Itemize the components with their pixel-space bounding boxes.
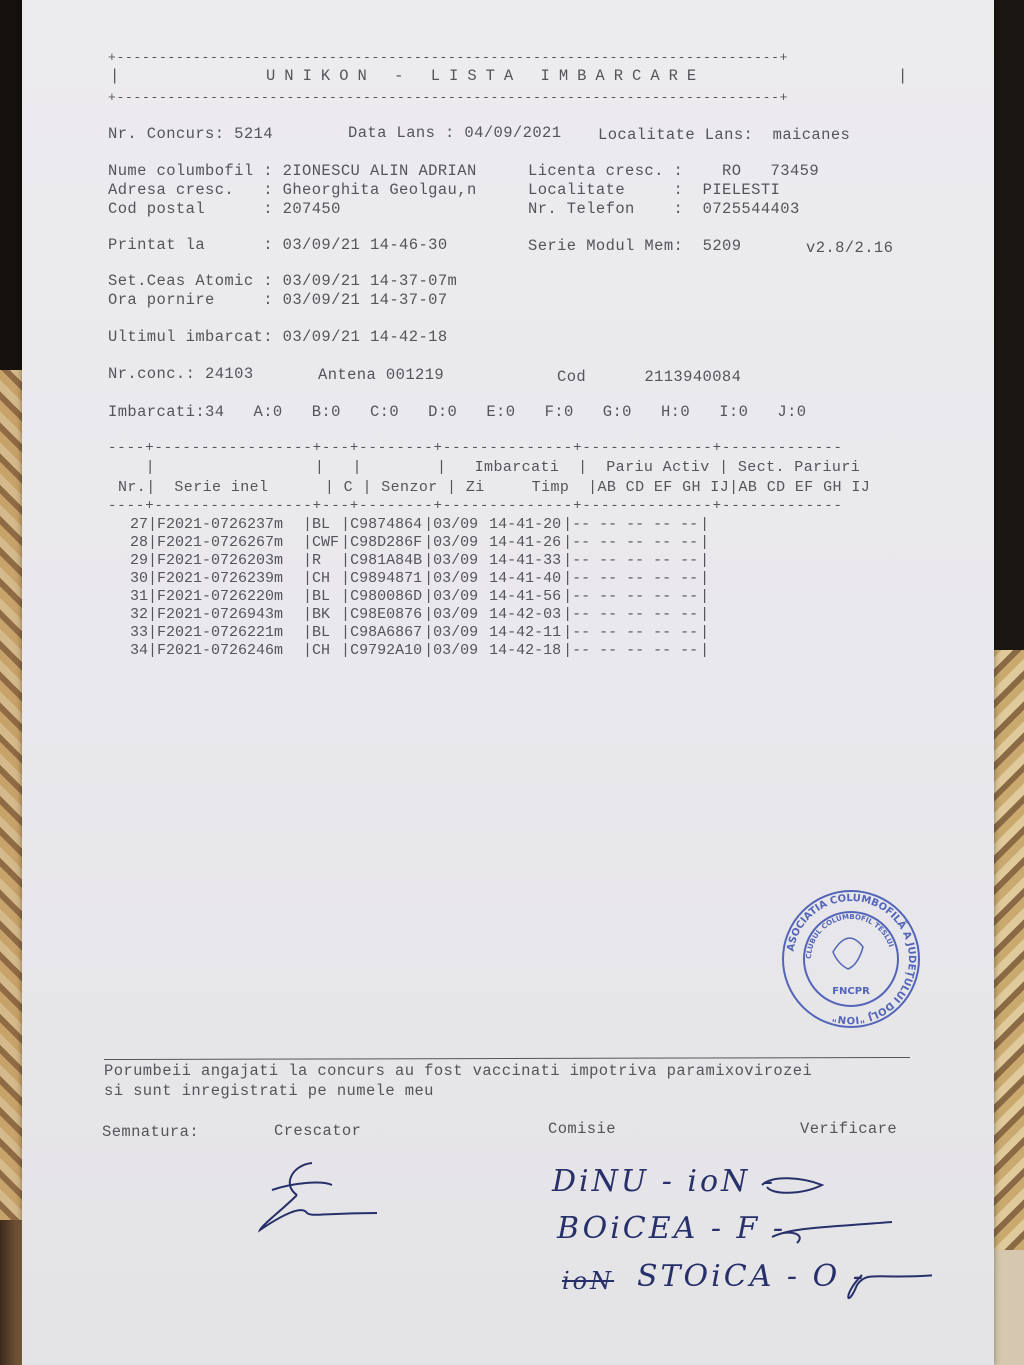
column-separator: | [424, 606, 434, 623]
column-separator: | [424, 516, 434, 533]
table-row [128, 624, 709, 641]
committee-signatures [732, 1165, 932, 1315]
semnatura-label: Semnatura: [102, 1123, 200, 1141]
cell-timp: 14-42-11 [489, 624, 562, 641]
cell-zi: 03/09 [433, 624, 479, 641]
column-separator: | [700, 642, 710, 659]
column-separator [480, 534, 489, 551]
cell-timp: 14-42-18 [489, 642, 562, 659]
column-separator: | [341, 624, 351, 641]
table-header-row-2: Nr.| Serie inel | C | Senzor | Zi Timp |AB CD EF GH IJ|AB CD EF GH IJ [118, 479, 871, 496]
column-separator: | [563, 534, 573, 551]
column-separator: | [563, 588, 573, 605]
column-separator: | [148, 552, 158, 569]
column-separator: | [303, 570, 313, 587]
table-row [128, 642, 709, 659]
column-separator: | [700, 516, 710, 533]
column-separator: | [424, 570, 434, 587]
cell-zi: 03/09 [433, 588, 479, 605]
header-border-top: +------------------------------------------------------------------------------+ [108, 50, 789, 65]
ora-pornire: Ora pornire : 03/09/21 14-37-07 [108, 291, 448, 309]
cell-timp: 14-41-33 [489, 552, 562, 569]
cell-pariu-activ: -- -- -- -- -- [572, 624, 699, 641]
column-separator: | [700, 606, 710, 623]
cell-pariu-activ: -- -- -- -- -- [572, 534, 699, 551]
nr-concurs: Nr. Concurs: 5214 [108, 125, 273, 143]
cell-pariu-activ: -- -- -- -- -- [572, 606, 699, 623]
cell-senzor: C9894871 [350, 570, 423, 587]
nr-telefon: Nr. Telefon : 0725544403 [528, 200, 800, 218]
printat-la: Printat la : 03/09/21 14-46-30 [108, 236, 448, 254]
cell-culoare: BK [312, 606, 331, 623]
cell-nr: 33 [129, 624, 148, 641]
column-separator: | [700, 570, 710, 587]
cell-timp: 14-41-26 [489, 534, 562, 551]
column-separator: | [148, 624, 158, 641]
cell-timp: 14-41-40 [489, 570, 562, 587]
ultimul-imbarcat: Ultimul imbarcat: 03/09/21 14-42-18 [108, 328, 448, 346]
column-separator: | [148, 588, 158, 605]
column-separator [480, 516, 489, 533]
cell-senzor: C9792A10 [350, 642, 423, 659]
set-ceas-atomic: Set.Ceas Atomic : 03/09/21 14-37-07m [108, 272, 458, 290]
cell-serie-inel: F2021-0726220m [157, 588, 284, 605]
column-separator: | [424, 588, 434, 605]
column-separator: | [563, 624, 573, 641]
cell-nr: 27 [129, 516, 148, 533]
column-separator: | [563, 642, 573, 659]
localitate-lans: Localitate Lans: maicanes [598, 126, 851, 144]
cell-pariu-activ: -- -- -- -- -- [572, 642, 699, 659]
table-row [128, 606, 709, 623]
column-separator: | [341, 606, 351, 623]
column-separator [480, 552, 489, 569]
column-separator: | [700, 624, 710, 641]
column-separator: | [303, 642, 313, 659]
cell-zi: 03/09 [433, 552, 479, 569]
cell-culoare: CWF [312, 534, 340, 551]
cell-culoare: BL [312, 588, 331, 605]
cell-serie-inel: F2021-0726246m [157, 642, 284, 659]
breeder-signature [252, 1155, 382, 1235]
table-row [128, 588, 709, 605]
column-separator: | [424, 642, 434, 659]
column-separator [480, 624, 489, 641]
nume-columbofil: Nume columbofil : 2IONESCU ALIN ADRIAN [108, 162, 477, 180]
licenta-cresc: Licenta cresc. : RO 73459 [528, 162, 820, 180]
column-separator: | [563, 570, 573, 587]
column-separator: | [148, 516, 158, 533]
table-header-row-1: | | | | Imbarcati | Pariu Activ | Sect. Pariuri [108, 459, 861, 476]
cell-zi: 03/09 [433, 606, 479, 623]
cell-serie-inel: F2021-0726203m [157, 552, 284, 569]
document-title: UNIKON - LISTA IMBARCARE [266, 67, 706, 85]
column-separator: | [341, 588, 351, 605]
serie-modul-mem: Serie Modul Mem: 5209 [528, 237, 742, 255]
cell-timp: 14-41-20 [489, 516, 562, 533]
cell-pariu-activ: -- -- -- -- -- [572, 516, 699, 533]
column-separator: | [148, 606, 158, 623]
column-separator: | [424, 552, 434, 569]
cell-culoare: BL [312, 516, 331, 533]
cell-culoare: BL [312, 624, 331, 641]
column-separator [480, 642, 489, 659]
cell-senzor: C9874864 [350, 516, 423, 533]
stamp-outer-text: ASOCIATIA COLUMBOFILĂ A JUDEŢULUI DOLJ "ION" [785, 892, 918, 1026]
table-row [128, 516, 709, 533]
cell-nr: 28 [129, 534, 148, 551]
cell-nr: 30 [129, 570, 148, 587]
column-separator [480, 588, 489, 605]
column-separator: | [341, 534, 351, 551]
column-separator: | [303, 624, 313, 641]
column-separator: | [700, 552, 710, 569]
cell-pariu-activ: -- -- -- -- -- [572, 570, 699, 587]
imbarcati-summary: Imbarcati:34 A:0 B:0 C:0 D:0 E:0 F:0 G:0 H:0 I:0 J:0 [108, 403, 807, 421]
header-pipe-left: | [110, 67, 120, 85]
table-rule-mid: ----+-----------------+---+--------+--------------+--------------+------------- [108, 498, 843, 514]
localitate: Localitate : PIELESTI [528, 181, 781, 199]
cell-culoare: R [312, 552, 322, 569]
stamp-inner-text: CLUBUL COLUMBOFIL TESLUI [804, 912, 895, 960]
cell-timp: 14-41-56 [489, 588, 562, 605]
header-border-bottom: +------------------------------------------------------------------------------+ [108, 90, 789, 105]
versiune: v2.8/2.16 [806, 239, 894, 257]
verificare-label: Verificare [800, 1120, 898, 1138]
antena: Antena 001219 [318, 366, 445, 384]
club-stamp [778, 886, 924, 1032]
column-separator: | [303, 588, 313, 605]
committee-name-3: STOiCA - O - [637, 1259, 866, 1294]
header-pipe-right: | [898, 67, 908, 85]
cod: Cod 2113940084 [557, 368, 742, 386]
table-rule-top: ----+-----------------+---+--------+--------------+--------------+------------- [108, 440, 843, 456]
cell-culoare: CH [312, 642, 331, 659]
column-separator: | [303, 516, 313, 533]
cell-pariu-activ: -- -- -- -- -- [572, 588, 699, 605]
cell-senzor: C981A84B [350, 552, 423, 569]
cell-serie-inel: F2021-0726267m [157, 534, 284, 551]
column-separator: | [303, 534, 313, 551]
column-separator [480, 570, 489, 587]
cell-nr: 29 [129, 552, 148, 569]
column-separator: | [563, 516, 573, 533]
column-separator [480, 606, 489, 623]
declaration-line-2: si sunt inregistrati pe numele meu [104, 1082, 434, 1100]
cell-zi: 03/09 [433, 516, 479, 533]
column-separator: | [700, 534, 710, 551]
cell-serie-inel: F2021-0726221m [157, 624, 284, 641]
column-separator: | [341, 516, 351, 533]
table-row [128, 534, 709, 551]
cell-senzor: C980086D [350, 588, 423, 605]
cell-serie-inel: F2021-0726943m [157, 606, 284, 623]
cell-nr: 31 [129, 588, 148, 605]
document-page [22, 0, 994, 1365]
committee-name-2: BOiCEA - F - [557, 1211, 787, 1246]
nr-conc: Nr.conc.: 24103 [108, 365, 254, 383]
cell-nr: 34 [129, 642, 148, 659]
column-separator: | [563, 552, 573, 569]
committee-name-1: DiNU - ioN - [552, 1164, 776, 1199]
column-separator: | [424, 534, 434, 551]
column-separator: | [341, 570, 351, 587]
column-separator: | [700, 588, 710, 605]
column-separator: | [148, 642, 158, 659]
cell-senzor: C98D286F [350, 534, 423, 551]
cell-nr: 32 [129, 606, 148, 623]
column-separator: | [303, 552, 313, 569]
committee-name-3-struck: ioN [562, 1267, 615, 1295]
table-row [128, 570, 709, 587]
data-lans: Data Lans : 04/09/2021 [348, 124, 562, 142]
cell-serie-inel: F2021-0726237m [157, 516, 284, 533]
column-separator: | [563, 606, 573, 623]
cell-serie-inel: F2021-0726239m [157, 570, 284, 587]
cell-senzor: C98E0876 [350, 606, 423, 623]
cell-senzor: C98A6867 [350, 624, 423, 641]
column-separator: | [341, 642, 351, 659]
background-dark-right [994, 0, 1024, 650]
adresa-cresc: Adresa cresc. : Gheorghita Geolgau,n [108, 181, 477, 199]
cell-timp: 14-42-03 [489, 606, 562, 623]
cod-postal: Cod postal : 207450 [108, 200, 341, 218]
stamp-bottom-text: FNCPR [832, 986, 870, 997]
table-row [128, 552, 709, 569]
crescator-label: Crescator [274, 1122, 362, 1140]
cell-pariu-activ: -- -- -- -- -- [572, 552, 699, 569]
cell-zi: 03/09 [433, 642, 479, 659]
cell-zi: 03/09 [433, 570, 479, 587]
cell-culoare: CH [312, 570, 331, 587]
column-separator: | [424, 624, 434, 641]
cell-zi: 03/09 [433, 534, 479, 551]
column-separator: | [341, 552, 351, 569]
column-separator: | [303, 606, 313, 623]
declaration-line-1: Porumbeii angajati la concurs au fost vaccinati impotriva paramixovirozei [104, 1062, 813, 1080]
column-separator: | [148, 570, 158, 587]
footer-divider [104, 1057, 910, 1060]
comisie-label: Comisie [548, 1120, 616, 1138]
column-separator: | [148, 534, 158, 551]
